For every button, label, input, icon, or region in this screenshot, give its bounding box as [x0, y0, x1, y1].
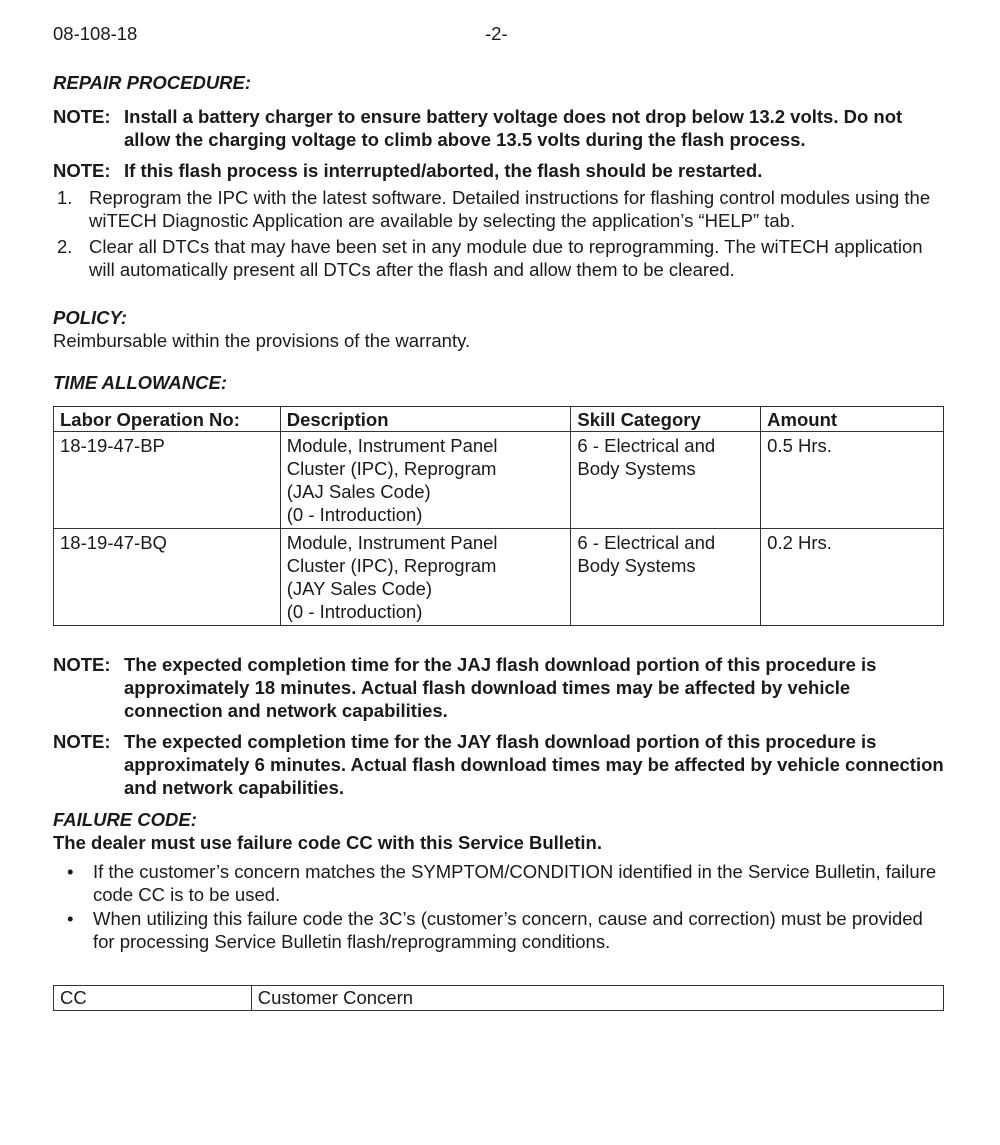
- procedure-step: [53, 186, 945, 232]
- bulletin-page: [53, 20, 945, 1011]
- procedure-steps: [53, 186, 945, 281]
- repair-procedure-title: REPAIR PROCEDURE:: [53, 72, 252, 93]
- note-text: The expected completion time for the JAY flash download portion of this procedure is approximately 6 minutes. Actual flash download times may be affected by vehicle connection and network capabilities.: [124, 731, 944, 798]
- description-cell: [280, 432, 571, 529]
- labor-table-header-row: [54, 407, 944, 432]
- column-header-amount: Amount: [761, 407, 944, 432]
- time-allowance-title: TIME ALLOWANCE:: [53, 372, 228, 393]
- page-number: -2-: [485, 23, 508, 44]
- page-header: [53, 20, 945, 48]
- bulletin-number: 08-108-18: [53, 23, 138, 44]
- description-line: (0 - Introduction): [286, 504, 423, 525]
- labor-table: [53, 406, 944, 626]
- step-text: Clear all DTCs that may have been set in any module due to reprogramming. The wiTECH application will automatically present all DTCs after the flash and allow them to be cleared.: [89, 236, 923, 280]
- step-text: Reprogram the IPC with the latest software. Detailed instructions for flashing control modules using the wiTECH Diagnostic Application are available by selecting the application’s “HELP” tab.: [89, 187, 931, 231]
- labor-op-cell: 18-19-47-BP: [54, 432, 281, 529]
- table-row: [54, 529, 944, 626]
- note-label: NOTE:: [53, 106, 111, 127]
- note-flash-interrupted: [53, 159, 945, 182]
- labor-op-cell: 18-19-47-BQ: [54, 529, 281, 626]
- note-label: NOTE:: [53, 654, 111, 675]
- failure-code-table: [53, 985, 944, 1011]
- failure-code-instruction: The dealer must use failure code CC with this Service Bulletin.: [53, 832, 602, 853]
- description-line: (0 - Introduction): [286, 601, 423, 622]
- policy-title: POLICY:: [53, 307, 128, 328]
- skill-line: Body Systems: [577, 555, 696, 576]
- note-battery-charger: [53, 105, 945, 151]
- procedure-step: [53, 235, 945, 281]
- column-header-description: Description: [280, 407, 571, 432]
- failure-code-bullets: [53, 860, 945, 953]
- description-line: Cluster (IPC), Reprogram: [286, 555, 497, 576]
- column-header-skill: Skill Category: [571, 407, 761, 432]
- description-cell: [280, 529, 571, 626]
- note-text: Install a battery charger to ensure battery voltage does not drop below 13.2 volts. Do not allow the charging voltage to climb above 13.5 volts during the flash process.: [124, 106, 903, 150]
- bullet-icon: •: [67, 861, 74, 882]
- failure-code-meaning-cell: Customer Concern: [251, 986, 943, 1011]
- amount-cell: 0.5 Hrs.: [761, 432, 944, 529]
- note-label: NOTE:: [53, 160, 111, 181]
- description-line: Cluster (IPC), Reprogram: [286, 458, 497, 479]
- bullet-text: When utilizing this failure code the 3C’s (customer’s concern, cause and correction) must be provided for processing Service Bulletin flash/reprogramming conditions.: [93, 908, 923, 952]
- amount-cell: 0.2 Hrs.: [761, 529, 944, 626]
- description-line: (JAJ Sales Code): [286, 481, 431, 502]
- description-line: Module, Instrument Panel: [286, 532, 498, 553]
- note-jaj-completion-time: [53, 653, 945, 722]
- bullet-icon: •: [67, 908, 74, 929]
- step-number: 1.: [57, 187, 73, 208]
- note-text: If this flash process is interrupted/aborted, the flash should be restarted.: [124, 160, 763, 181]
- list-item: [53, 907, 945, 953]
- step-number: 2.: [57, 236, 73, 257]
- note-text: The expected completion time for the JAJ flash download portion of this procedure is approximately 18 minutes. Actual flash download times may be affected by vehicle connection and network capabilities.: [124, 654, 877, 721]
- skill-line: Body Systems: [577, 458, 696, 479]
- note-jay-completion-time: [53, 730, 945, 799]
- description-line: Module, Instrument Panel: [286, 435, 498, 456]
- description-line: (JAY Sales Code): [286, 578, 433, 599]
- table-row: [54, 432, 944, 529]
- skill-line: 6 - Electrical and: [577, 532, 716, 553]
- list-item: [53, 860, 945, 906]
- column-header-labor-op: Labor Operation No:: [54, 407, 281, 432]
- skill-cell: [571, 529, 761, 626]
- skill-line: 6 - Electrical and: [577, 435, 716, 456]
- failure-code-cell: CC: [54, 986, 252, 1011]
- policy-text: Reimbursable within the provisions of the warranty.: [53, 330, 471, 351]
- table-row: [54, 986, 944, 1011]
- bullet-text: If the customer’s concern matches the SYMPTOM/CONDITION identified in the Service Bulletin, failure code CC is to be used.: [93, 861, 937, 905]
- note-label: NOTE:: [53, 731, 111, 752]
- skill-cell: [571, 432, 761, 529]
- failure-code-title: FAILURE CODE:: [53, 809, 197, 830]
